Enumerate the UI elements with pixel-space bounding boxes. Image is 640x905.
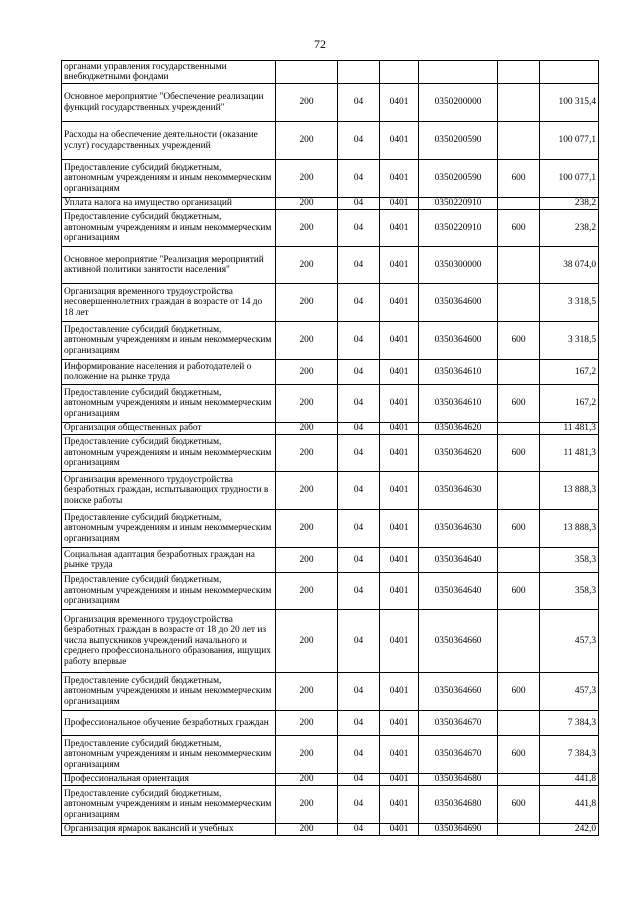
target-article-cell: 0350364610 [419, 385, 498, 423]
amount-cell: 457,3 [540, 673, 599, 711]
section-cell: 04 [338, 573, 380, 610]
amount-cell: 7 384,3 [540, 736, 599, 774]
subsection-cell: 0401 [380, 322, 419, 360]
expense-type-cell: 600 [498, 573, 540, 610]
table-row [62, 711, 599, 736]
target-article-cell: 0350364670 [419, 711, 498, 736]
table-row [62, 247, 599, 284]
expense-type-cell [498, 247, 540, 284]
section-cell: 04 [338, 774, 380, 786]
expense-type-cell: 600 [498, 786, 540, 824]
table-row [62, 61, 599, 84]
table-row [62, 510, 599, 548]
row-name-cell: Организация временного трудоустройства безработных граждан, испытывающих трудности в поиске работы [62, 472, 276, 510]
row-name-cell: Социальная адаптация безработных граждан на рынке труда [62, 548, 276, 573]
section-cell [338, 61, 380, 84]
row-name-cell: Основное мероприятие "Реализация мероприятий активной политики занятости населения" [62, 247, 276, 284]
row-name-cell: Организация ярмарок вакансий и учебных [62, 824, 276, 836]
subsection-cell: 0401 [380, 774, 419, 786]
expense-type-cell [498, 548, 540, 573]
row-name-cell: Профессиональное обучение безработных граждан [62, 711, 276, 736]
ministry-code-cell: 200 [276, 423, 338, 435]
table-row [62, 736, 599, 774]
table-row [62, 786, 599, 824]
subsection-cell: 0401 [380, 84, 419, 122]
expense-type-cell [498, 284, 540, 322]
ministry-code-cell: 200 [276, 786, 338, 824]
expense-type-cell: 600 [498, 160, 540, 198]
section-cell: 04 [338, 435, 380, 472]
target-article-cell: 0350364670 [419, 736, 498, 774]
ministry-code-cell: 200 [276, 774, 338, 786]
subsection-cell: 0401 [380, 122, 419, 160]
table-row [62, 160, 599, 198]
ministry-code-cell: 200 [276, 360, 338, 385]
target-article-cell: 0350364600 [419, 284, 498, 322]
row-name-cell: Предоставление субсидий бюджетным, автономным учреждениям и иным некоммерческим организациям [62, 435, 276, 472]
section-cell: 04 [338, 210, 380, 247]
amount-cell: 457,3 [540, 610, 599, 673]
target-article-cell: 0350364680 [419, 786, 498, 824]
expense-type-cell [498, 610, 540, 673]
target-article-cell: 0350364660 [419, 673, 498, 711]
expense-type-cell [498, 824, 540, 836]
amount-cell: 100 077,1 [540, 122, 599, 160]
subsection-cell: 0401 [380, 360, 419, 385]
section-cell: 04 [338, 160, 380, 198]
row-name-cell: Уплата налога на имущество организаций [62, 198, 276, 210]
amount-cell: 100 077,1 [540, 160, 599, 198]
subsection-cell: 0401 [380, 423, 419, 435]
expense-type-cell [498, 198, 540, 210]
subsection-cell: 0401 [380, 210, 419, 247]
ministry-code-cell: 200 [276, 385, 338, 423]
target-article-cell: 0350364660 [419, 610, 498, 673]
target-article-cell [419, 61, 498, 84]
target-article-cell: 0350364690 [419, 824, 498, 836]
table-row [62, 385, 599, 423]
amount-cell: 242,0 [540, 824, 599, 836]
target-article-cell: 0350364680 [419, 774, 498, 786]
budget-table [61, 60, 599, 836]
row-name-cell: Основное мероприятие "Обеспечение реализации функций государственных учреждений" [62, 84, 276, 122]
row-name-cell: Предоставление субсидий бюджетным, автономным учреждениям и иным некоммерческим организациям [62, 786, 276, 824]
expense-type-cell: 600 [498, 673, 540, 711]
ministry-code-cell: 200 [276, 548, 338, 573]
expense-type-cell [498, 360, 540, 385]
section-cell: 04 [338, 510, 380, 548]
row-name-cell: Предоставление субсидий бюджетным, автономным учреждениям и иным некоммерческим организациям [62, 510, 276, 548]
subsection-cell: 0401 [380, 510, 419, 548]
page-number: 72 [314, 37, 326, 51]
expense-type-cell: 600 [498, 322, 540, 360]
subsection-cell [380, 61, 419, 84]
amount-cell: 238,2 [540, 210, 599, 247]
expense-type-cell: 600 [498, 210, 540, 247]
section-cell: 04 [338, 423, 380, 435]
table-row [62, 423, 599, 435]
target-article-cell: 0350364620 [419, 435, 498, 472]
row-name-cell: Расходы на обеспечение деятельности (оказание услуг) государственных учреждений [62, 122, 276, 160]
table-row [62, 360, 599, 385]
target-article-cell: 0350300000 [419, 247, 498, 284]
expense-type-cell: 600 [498, 435, 540, 472]
table-row [62, 824, 599, 836]
ministry-code-cell: 200 [276, 510, 338, 548]
subsection-cell: 0401 [380, 247, 419, 284]
amount-cell: 100 315,4 [540, 84, 599, 122]
ministry-code-cell: 200 [276, 673, 338, 711]
amount-cell: 167,2 [540, 360, 599, 385]
row-name-cell: Организация общественных работ [62, 423, 276, 435]
row-name-cell: Предоставление субсидий бюджетным, автономным учреждениям и иным некоммерческим организациям [62, 673, 276, 711]
section-cell: 04 [338, 824, 380, 836]
row-name-cell: Организация временного трудоустройства безработных граждан в возрасте от 18 до 20 лет из числа выпускников учреждений начального и среднего профессионального образования, ищущих работу впервые [62, 610, 276, 673]
amount-cell: 441,8 [540, 786, 599, 824]
amount-cell: 441,8 [540, 774, 599, 786]
subsection-cell: 0401 [380, 548, 419, 573]
amount-cell: 238,2 [540, 198, 599, 210]
amount-cell: 358,3 [540, 573, 599, 610]
table-row [62, 435, 599, 472]
section-cell: 04 [338, 84, 380, 122]
table-row [62, 610, 599, 673]
table-row [62, 322, 599, 360]
expense-type-cell [498, 84, 540, 122]
ministry-code-cell: 200 [276, 284, 338, 322]
row-name-cell: органами управления государственными внебюджетными фондами [62, 61, 276, 84]
row-name-cell: Профессиональная ориентация [62, 774, 276, 786]
subsection-cell: 0401 [380, 284, 419, 322]
section-cell: 04 [338, 247, 380, 284]
target-article-cell: 0350364610 [419, 360, 498, 385]
amount-cell: 11 481,3 [540, 423, 599, 435]
row-name-cell: Предоставление субсидий бюджетным, автономным учреждениям и иным некоммерческим организациям [62, 210, 276, 247]
expense-type-cell: 600 [498, 385, 540, 423]
amount-cell: 167,2 [540, 385, 599, 423]
amount-cell: 13 888,3 [540, 510, 599, 548]
section-cell: 04 [338, 548, 380, 573]
row-name-cell: Предоставление субсидий бюджетным, автономным учреждениям и иным некоммерческим организациям [62, 160, 276, 198]
table-row [62, 210, 599, 247]
ministry-code-cell: 200 [276, 824, 338, 836]
target-article-cell: 0350364630 [419, 472, 498, 510]
ministry-code-cell [276, 61, 338, 84]
ministry-code-cell: 200 [276, 322, 338, 360]
section-cell: 04 [338, 711, 380, 736]
section-cell: 04 [338, 198, 380, 210]
ministry-code-cell: 200 [276, 160, 338, 198]
ministry-code-cell: 200 [276, 736, 338, 774]
subsection-cell: 0401 [380, 472, 419, 510]
ministry-code-cell: 200 [276, 84, 338, 122]
subsection-cell: 0401 [380, 786, 419, 824]
section-cell: 04 [338, 360, 380, 385]
section-cell: 04 [338, 786, 380, 824]
subsection-cell: 0401 [380, 573, 419, 610]
table-row [62, 673, 599, 711]
section-cell: 04 [338, 472, 380, 510]
expense-type-cell: 600 [498, 510, 540, 548]
section-cell: 04 [338, 322, 380, 360]
subsection-cell: 0401 [380, 385, 419, 423]
row-name-cell: Предоставление субсидий бюджетным, автономным учреждениям и иным некоммерческим организациям [62, 573, 276, 610]
budget-table-body [62, 61, 599, 836]
target-article-cell: 0350364640 [419, 573, 498, 610]
amount-cell: 38 074,0 [540, 247, 599, 284]
table-row [62, 284, 599, 322]
table-row [62, 84, 599, 122]
expense-type-cell [498, 472, 540, 510]
amount-cell: 7 384,3 [540, 711, 599, 736]
amount-cell [540, 61, 599, 84]
subsection-cell: 0401 [380, 160, 419, 198]
expense-type-cell [498, 423, 540, 435]
subsection-cell: 0401 [380, 610, 419, 673]
target-article-cell: 0350364600 [419, 322, 498, 360]
expense-type-cell [498, 122, 540, 160]
amount-cell: 11 481,3 [540, 435, 599, 472]
section-cell: 04 [338, 736, 380, 774]
amount-cell: 13 888,3 [540, 472, 599, 510]
target-article-cell: 0350220910 [419, 198, 498, 210]
target-article-cell: 0350200000 [419, 84, 498, 122]
subsection-cell: 0401 [380, 736, 419, 774]
row-name-cell: Информирование населения и работодателей о положение на рынке труда [62, 360, 276, 385]
section-cell: 04 [338, 610, 380, 673]
row-name-cell: Предоставление субсидий бюджетным, автономным учреждениям и иным некоммерческим организациям [62, 736, 276, 774]
target-article-cell: 0350364620 [419, 423, 498, 435]
expense-type-cell [498, 711, 540, 736]
row-name-cell: Предоставление субсидий бюджетным, автономным учреждениям и иным некоммерческим организациям [62, 385, 276, 423]
row-name-cell: Предоставление субсидий бюджетным, автономным учреждениям и иным некоммерческим организациям [62, 322, 276, 360]
table-row [62, 548, 599, 573]
expense-type-cell [498, 61, 540, 84]
target-article-cell: 0350364630 [419, 510, 498, 548]
table-row [62, 198, 599, 210]
ministry-code-cell: 200 [276, 711, 338, 736]
table-row [62, 472, 599, 510]
table-row [62, 122, 599, 160]
expense-type-cell: 600 [498, 736, 540, 774]
target-article-cell: 0350200590 [419, 122, 498, 160]
subsection-cell: 0401 [380, 198, 419, 210]
section-cell: 04 [338, 385, 380, 423]
target-article-cell: 0350364640 [419, 548, 498, 573]
amount-cell: 358,3 [540, 548, 599, 573]
ministry-code-cell: 200 [276, 247, 338, 284]
subsection-cell: 0401 [380, 824, 419, 836]
ministry-code-cell: 200 [276, 610, 338, 673]
subsection-cell: 0401 [380, 435, 419, 472]
target-article-cell: 0350200590 [419, 160, 498, 198]
expense-type-cell [498, 774, 540, 786]
section-cell: 04 [338, 122, 380, 160]
row-name-cell: Организация временного трудоустройства несовершеннолетних граждан в возрасте от 14 до 18 лет [62, 284, 276, 322]
target-article-cell: 0350220910 [419, 210, 498, 247]
ministry-code-cell: 200 [276, 435, 338, 472]
ministry-code-cell: 200 [276, 573, 338, 610]
ministry-code-cell: 200 [276, 122, 338, 160]
section-cell: 04 [338, 284, 380, 322]
section-cell: 04 [338, 673, 380, 711]
ministry-code-cell: 200 [276, 472, 338, 510]
table-row [62, 774, 599, 786]
amount-cell: 3 318,5 [540, 322, 599, 360]
table-row [62, 573, 599, 610]
amount-cell: 3 318,5 [540, 284, 599, 322]
subsection-cell: 0401 [380, 711, 419, 736]
ministry-code-cell: 200 [276, 198, 338, 210]
subsection-cell: 0401 [380, 673, 419, 711]
ministry-code-cell: 200 [276, 210, 338, 247]
